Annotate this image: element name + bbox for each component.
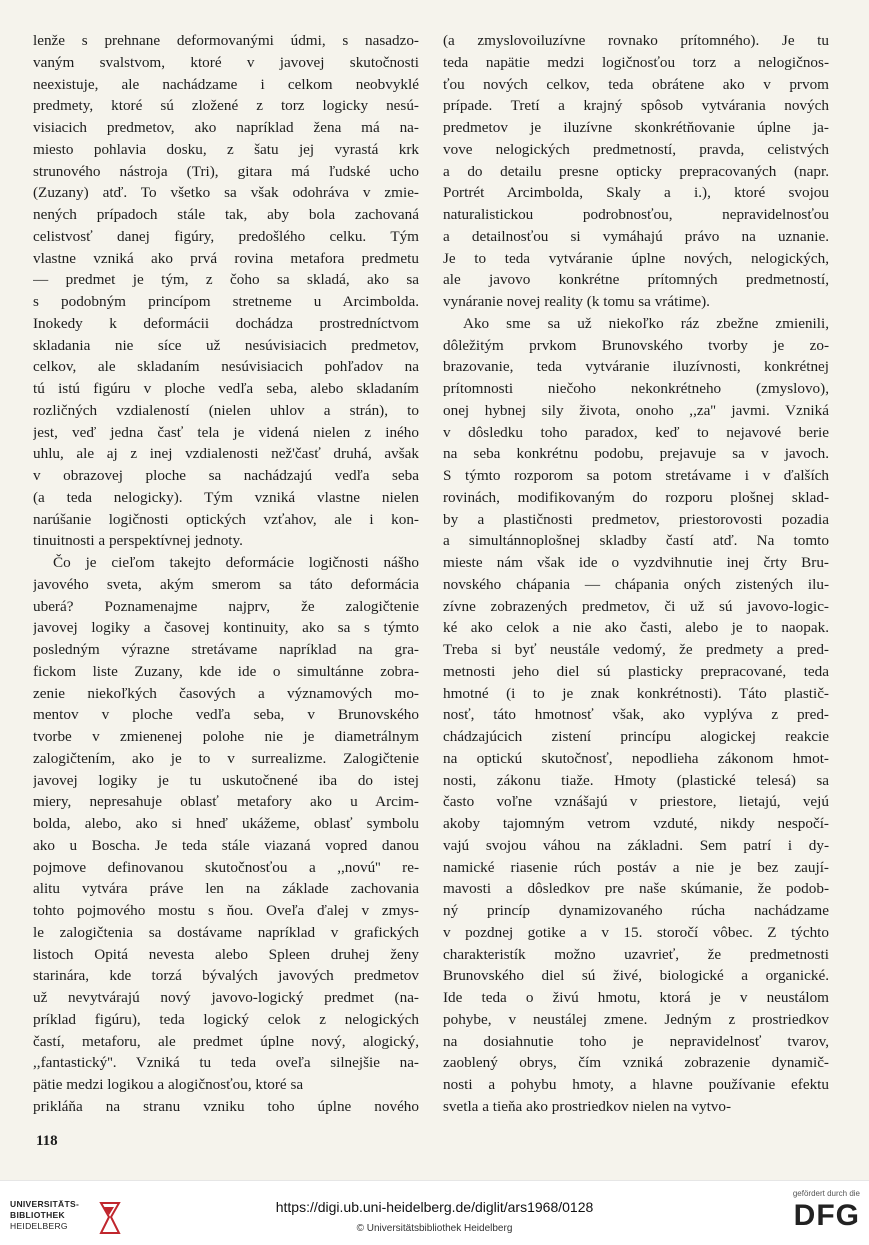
text-line: (a zmyslovoiluzívne rovnako prítomného). Je tu <box>443 32 829 49</box>
text-line: a simultánnoplošnej skladby častí atď. Na tomto <box>443 532 829 550</box>
text-line: často voľne vznášajú v priestore, lietajú, vejú <box>443 793 829 811</box>
text-line: ,,fantastický''. Vzniká tu teda oveľa silnejšie na- <box>33 1054 419 1072</box>
text-line: predmetov je iluzívne skonkrétňovanie úplne ja- <box>443 119 829 136</box>
text-line: lenže s prehnane deformovanými údmi, s nasadzo- <box>33 32 419 49</box>
text-line: namické riasenie rúch postáv a nie je bez zaují- <box>443 858 829 876</box>
text-line: príklad figúru), teda logický celok z nelogických <box>33 1010 419 1028</box>
text-line: pätie medzi logikou a alogičnosťou, ktoré sa <box>33 1076 304 1093</box>
text-line: zaoblený obrys, čím vzniká zobrazenie dynamič- <box>443 1054 829 1072</box>
text-line: v obrazovej ploche sa nachádzajú vedľa seba <box>33 467 419 484</box>
text-line: charakteristík možno uzavrieť, že predmetnosti <box>443 945 829 963</box>
text-line: prítomnosti niečoho nekonkrétneho (zmyslovo), <box>443 380 829 397</box>
text-line: listoch Opitá nevesta alebo Spleen druhej ženy <box>33 945 419 963</box>
text-line: Treba si byť neustále vedomý, že predmety a pred- <box>443 641 829 658</box>
text-line: vove nelogických predmetností, pravda, celistvých <box>443 140 829 158</box>
text-line: fickom liste Zuzany, kde ide o simultánne zobra- <box>33 662 419 680</box>
document-url-link[interactable]: https://digi.ub.uni-heidelberg.de/diglit/ars1968/0128 <box>275 1199 594 1215</box>
text-line: na seba konkrétnu podobu, prejavuje sa v javoch. <box>443 445 829 463</box>
text-line: Inokedy k deformácii dochádza prostredníctvom <box>33 314 419 332</box>
text-line: nosti, zákonu tiaže. Hmoty (plastické telesá) sa <box>443 771 829 789</box>
copyright-notice: © Universitätsbibliothek Heidelberg <box>356 1223 513 1234</box>
text-line: zívne zobrazených predmetov, či už sú javovo-logic- <box>443 597 829 615</box>
text-line: celistvosť danej figúry, predošlého celku. Tým <box>33 227 419 245</box>
text-line: dôležitým prvkom Brunovského tvorby je zo- <box>443 336 829 354</box>
text-line: Brunovského diel sú živé, biologické a organické. <box>443 967 829 985</box>
text-line: a detailnosťou si vymáhajú právo na uznanie. <box>443 227 829 245</box>
text-line: jest, veď jedna časť tela je videná nielen z iného <box>33 423 419 441</box>
text-line: častí, metaforu, ale predmet úplne nový, alogický, <box>33 1032 419 1050</box>
text-line: akoby tajomným vetrom vzduté, nikdy nespočí- <box>443 815 829 832</box>
text-line: onej hybnej sily života, onoho ,,za'' javmi. Vzniká <box>443 401 829 419</box>
text-line: tú istú figúru v ploche vedľa seba, alebo skladaním <box>33 380 419 397</box>
text-line: ako u Boscha. Je teda stále viazaná vopred danou <box>33 836 419 854</box>
page-number: 118 <box>36 1133 58 1149</box>
text-line: tinuitnosti a perspektívnej jednoty. <box>33 532 243 550</box>
library-name-line1: UNIVERSITÄTS- <box>10 1199 80 1209</box>
text-line: S týmto rozporom sa potom stretávame i v ďalších <box>443 467 829 484</box>
text-line: tohto pojmového mostu s ňou. Oveľa ďalej v zmys- <box>33 902 419 919</box>
text-line: miesto pohlavia dosku, z šatu jej vyrastá krk <box>33 140 419 158</box>
text-line: tvorbe v zmienenej polohe nie je diametrálnym <box>33 728 419 745</box>
viewer-footer <box>0 1180 869 1245</box>
text-line: alitu vytvára práve len na základe zachovania <box>33 880 419 898</box>
library-name-line3: HEIDELBERG <box>10 1221 68 1231</box>
text-line: nených prípadoch stále tak, aby bola zachovaná <box>33 206 419 223</box>
text-line: novského chápania — chápania oných zistených ilu- <box>443 575 829 593</box>
text-line: mieste nám však ide o vyzdvihnutie inej črty Bru- <box>443 554 829 571</box>
text-line: nosti a pohybu hmoty, a hlavne používanie efektu <box>443 1076 829 1093</box>
text-line: vajú svojou váhou na základni. Sem patrí i dy- <box>443 836 829 854</box>
text-line: le zalogičtenia sa dostávame napríklad v grafických <box>33 923 419 941</box>
text-line: brazovanie, teda vytváranie iluzívnosti, konkrétnej <box>443 358 829 376</box>
text-line: celkov, ale skladaním nesúvisiacich pohľadov na <box>33 358 419 376</box>
text-line: by a plastičnosti predmetov, priestorovosti pozadia <box>443 510 829 528</box>
text-line: svetla a tieňa ako prostriedkov nielen na vytvo- <box>443 1097 732 1115</box>
text-line: vaným svalstvom, ktoré v javovej skutočnosti <box>33 53 419 71</box>
text-line: miery, nepresahuje oblasť metafory ako u Arcim- <box>33 793 419 811</box>
dfg-logo[interactable] <box>770 1189 860 1239</box>
text-line: javovej logiky a časovej kontinuity, ako sa s týmto <box>33 619 419 637</box>
text-line: Ide teda o živú hmotu, ktorá je v neustálom <box>443 989 829 1006</box>
text-line: rozličných vzdialeností (nielen uhlov a strán), to <box>33 401 419 419</box>
text-line: rovinách, modifikovaným do rozporu plošnej sklad- <box>443 488 829 506</box>
text-line: na dosiahnutie toho je nepravidelnosť tvarov, <box>443 1032 829 1050</box>
text-line: prikláňa na stranu vzniku toho úplne nového <box>33 1097 419 1115</box>
text-line: predmety, ktoré sú zložené z torz logicky nesú- <box>33 97 419 115</box>
text-line: vlastne vzniká ako prvá rovina metafora predmetu <box>33 249 419 267</box>
text-line: ké ako celok a nie ako časti, alebo je to naopak. <box>443 619 829 637</box>
text-line: v dôsledku toho paradox, keď to nejavové berie <box>443 423 829 441</box>
text-line: pohybe, v neustálej zmene. Jedným z prostriedkov <box>443 1010 829 1028</box>
text-line: teda napätie medzi logičnosťou torz a nelogičnos- <box>443 53 829 71</box>
text-line: starinára, kde torzá bývalých javových predmetov <box>33 967 419 985</box>
text-line: Čo je cieľom takejto deformácie logičnosti nášho <box>53 554 419 571</box>
text-line: narúšanie logičnosti optických vzťahov, ale i kon- <box>33 510 419 528</box>
text-line: Je to teda vytváranie úplne nových, nelogických, <box>443 249 829 267</box>
text-line: zenie niekoľkých časových a významových mo- <box>33 684 419 702</box>
text-line: prípade. Tretí a krajný spôsob vytvárania nových <box>443 97 829 115</box>
text-line: — predmet je tým, z čoho sa skladá, ako sa <box>33 271 419 289</box>
text-line: strunového nástroja (Tri), gitara má ľudské ucho <box>33 162 419 180</box>
text-line: hmotné (i to je znak konkrétnosti). Táto plastič- <box>443 684 829 702</box>
dfg-wordmark: DFG <box>793 1199 860 1232</box>
right-text-column <box>443 30 829 1118</box>
text-line: neexistuje, ale nachádzame i celkom neobvyklé <box>33 75 419 93</box>
text-line: už nevytvárajú nový javovo-logický predmet (na- <box>33 989 419 1006</box>
text-line: bolda, alebo, ako si hneď ukážeme, oblasť symbolu <box>33 815 419 832</box>
text-line: v pozdnej gotike a v 15. storočí vôbec. Z týchto <box>443 923 829 941</box>
left-text-column <box>33 30 419 1118</box>
text-line: uhlu, ale aj z inej vzdialenosti než'časť druhá, avšak <box>33 445 419 463</box>
text-line: skladania nie síce už nesúvisiacich predmetov, <box>33 336 419 354</box>
text-line: javovej logiky je tu uskutočnené iba do istej <box>33 771 419 789</box>
text-line: zalogičtením, ako je to v surrealizme. Zalogičtenie <box>33 749 419 767</box>
text-line: ný princíp dynamizovaného rúcha nachádzame <box>443 902 829 919</box>
text-line: mavosti a dôsledkov pre naše skúmanie, že podob- <box>443 880 829 898</box>
text-line: chádzajúcich zistení princípu alogickej reakcie <box>443 728 829 745</box>
dfg-caption: gefördert durch die <box>792 1189 860 1198</box>
text-line: na optickú skutočnosť, nepodlieha zákonom hmot- <box>443 749 829 767</box>
text-line: a do detailu presne opticky prepracovaných (napr. <box>443 162 829 180</box>
text-line: Ako sme sa už niekoľko ráz zbežne zmienili, <box>463 314 829 332</box>
text-line: uberá? Poznamenajme najprv, že zalogičtenie <box>33 597 419 615</box>
text-line: posledným výrazne stretávame napríklad na gra- <box>33 641 419 658</box>
text-line: pojmove definovanou skutočnosťou a ,,novú'' re- <box>33 858 419 876</box>
text-line: nosť, táto hmotnosť však, ako vyplýva z pred- <box>443 706 829 724</box>
text-line: mentov v ploche vedľa seba, v Brunovského <box>33 706 419 724</box>
text-line: (a teda nelogicky). Tým vzniká vlastne nielen <box>33 488 419 506</box>
text-line: visiacich predmetov, ako napríklad žena má na- <box>33 119 419 136</box>
text-line: vynáranie novej reality (k tomu sa vrátime). <box>443 293 710 310</box>
text-line: (Zuzany) atď. To všetko sa však odohráva v zmie- <box>33 184 419 202</box>
library-name-line2: BIBLIOTHEK <box>10 1210 65 1220</box>
text-line: metnosti jeho diel sú plasticky prepracované, teda <box>443 662 829 680</box>
text-line: Portrét Arcimbolda, Skaly a i.), ktoré svojou <box>443 184 829 202</box>
text-line: javového sveta, akým smerom sa táto deformácia <box>33 575 419 593</box>
text-line: ťou nových celkov, teda obrátene ako v prvom <box>443 75 829 93</box>
text-line: naturalistickou podrobnosťou, nepravidelnosťou <box>443 206 829 223</box>
text-line: s podobným princípom stretneme u Arcimbolda. <box>33 293 419 310</box>
text-line: ale javovo konkrétne prítomných predmetností, <box>443 271 829 289</box>
